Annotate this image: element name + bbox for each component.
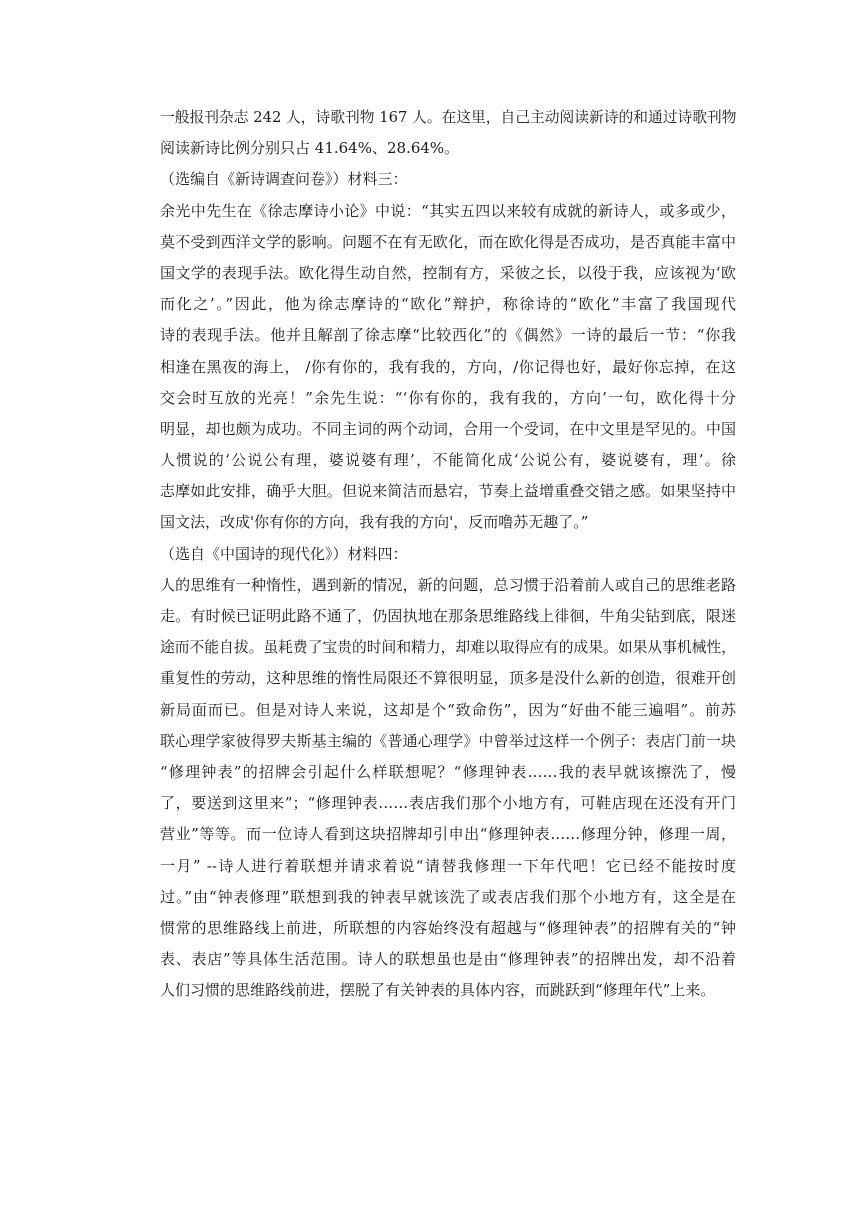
text-line: 诗的表现手法。他并且解剖了徐志摩“比较西化”的《偶然》一诗的最后一节：“你我: [160, 326, 736, 345]
paragraph-source-material-four: [160, 539, 736, 570]
text-line: 重复性的劳动，这种思维的惰性局限还不算很明显，顶多是没什么新的创造，很难开创: [160, 669, 736, 688]
text-line: 相逢在黑夜的海上， /你有你的，我有我的，方向，/你记得也好，最好你忘掉，在这: [160, 357, 736, 376]
text-line: 过。”由“钟表修理”联想到我的钟表早就该洗了或表店我们那个小地方有，这全是在: [160, 887, 736, 906]
text-line: 国文学的表现手法。欧化得生动自然，控制有方，采彼之长，以役于我，应该视为‘欧: [160, 263, 736, 282]
paragraph-survey-stats: [160, 102, 736, 164]
paragraph-thinking-inertia: [160, 570, 736, 1007]
text-line: 新局面而已。但是对诗人来说，这却是个“致命伤”，因为“好曲不能三遍唱”。前苏: [160, 700, 736, 719]
text-line: 惯常的思维路线上前进，所联想的内容始终没有超越与“修理钟表”的招牌有关的“钟: [160, 918, 736, 937]
text-line: 明显，却也颇为成功。不同主词的两个动词，合用一个受词，在中文里是罕见的。中国: [160, 419, 736, 438]
text-line: 余光中先生在《徐志摩诗小论》中说：“其实五四以来较有成就的新诗人，或多或少，: [160, 201, 736, 220]
text-line: 人惯说的‘公说公有理，婆说婆有理’，不能简化成‘公说公有，婆说婆有，理’。徐: [160, 451, 736, 470]
text-line: 莫不受到西洋文学的影响。问题不在有无欧化，而在欧化得是否成功，是否真能丰富中: [160, 232, 736, 251]
text-line: 营业”等等。而一位诗人看到这块招牌却引申出“修理钟表……修理分钟，修理一周，: [160, 825, 736, 844]
paragraph-yu-guangzhong: [160, 196, 736, 539]
text-line: 人们习惯的思维路线前进，摆脱了有关钟表的具体内容，而跳跃到“修理年代”上来。: [160, 981, 716, 1000]
text-line: 走。有时候已证明此路不通了，仍固执地在那条思维路线上徘徊，牛角尖钻到底，限迷: [160, 607, 736, 625]
paragraph-source-material-three: [160, 164, 736, 195]
text-line: 国文法，改成'你有你的方向，我有我的方向'，反而噜苏无趣了。”: [160, 513, 589, 532]
text-line: 一般报刊杂志 242 人，诗歌刊物 167 人。在这里，自己主动阅读新诗的和通过诗歌刊物: [160, 109, 737, 126]
text-line: 志摩如此安排，确乎大胆。但说来简洁而悬宕，节奏上益增重叠交错之感。如果坚持中: [160, 482, 736, 501]
document-page: [160, 102, 736, 1006]
text-line: 而化之’。”因此，他为徐志摩诗的“欧化”辩护，称徐诗的“欧化”丰富了我国现代: [160, 295, 736, 314]
text-line: 途而不能自拔。虽耗费了宝贵的时间和精力，却难以取得应有的成果。如果从事机械性，: [160, 639, 736, 657]
text-line: 联心理学家彼得罗夫斯基主编的《普通心理学》中曾举过这样一个例子：表店门前一块: [160, 731, 736, 750]
text-line: （选自《中国诗的现代化》）材料四：: [160, 544, 408, 563]
text-line: 一月” --诗人进行着联想并请求着说“请替我修理一下年代吧！它已经不能按时度: [160, 856, 736, 875]
text-line: 了，要送到这里来”；“修理钟表……表店我们那个小地方有，可鞋店现在还没有开门: [160, 794, 736, 813]
text-line: 人的思维有一种惰性，遇到新的情况，新的问题，总习惯于沿着前人或自己的思维老路: [160, 575, 736, 594]
text-line: “修理钟表”的招牌会引起什么样联想呢？“修理钟表……我的表早就该擦洗了，慢: [160, 762, 736, 781]
text-line: （选编自《新诗调查问卷》）材料三：: [160, 170, 408, 189]
text-line: 阅读新诗比例分别只占 41.64%、28.64%。: [160, 139, 460, 158]
text-line: 表、表店”等具体生活范围。诗人的联想虽也是由“修理钟表”的招牌出发，却不沿着: [160, 950, 736, 969]
text-line: 交会时互放的光亮！”余先生说：“‘你有你的，我有我的，方向’一句，欧化得十分: [160, 388, 736, 407]
